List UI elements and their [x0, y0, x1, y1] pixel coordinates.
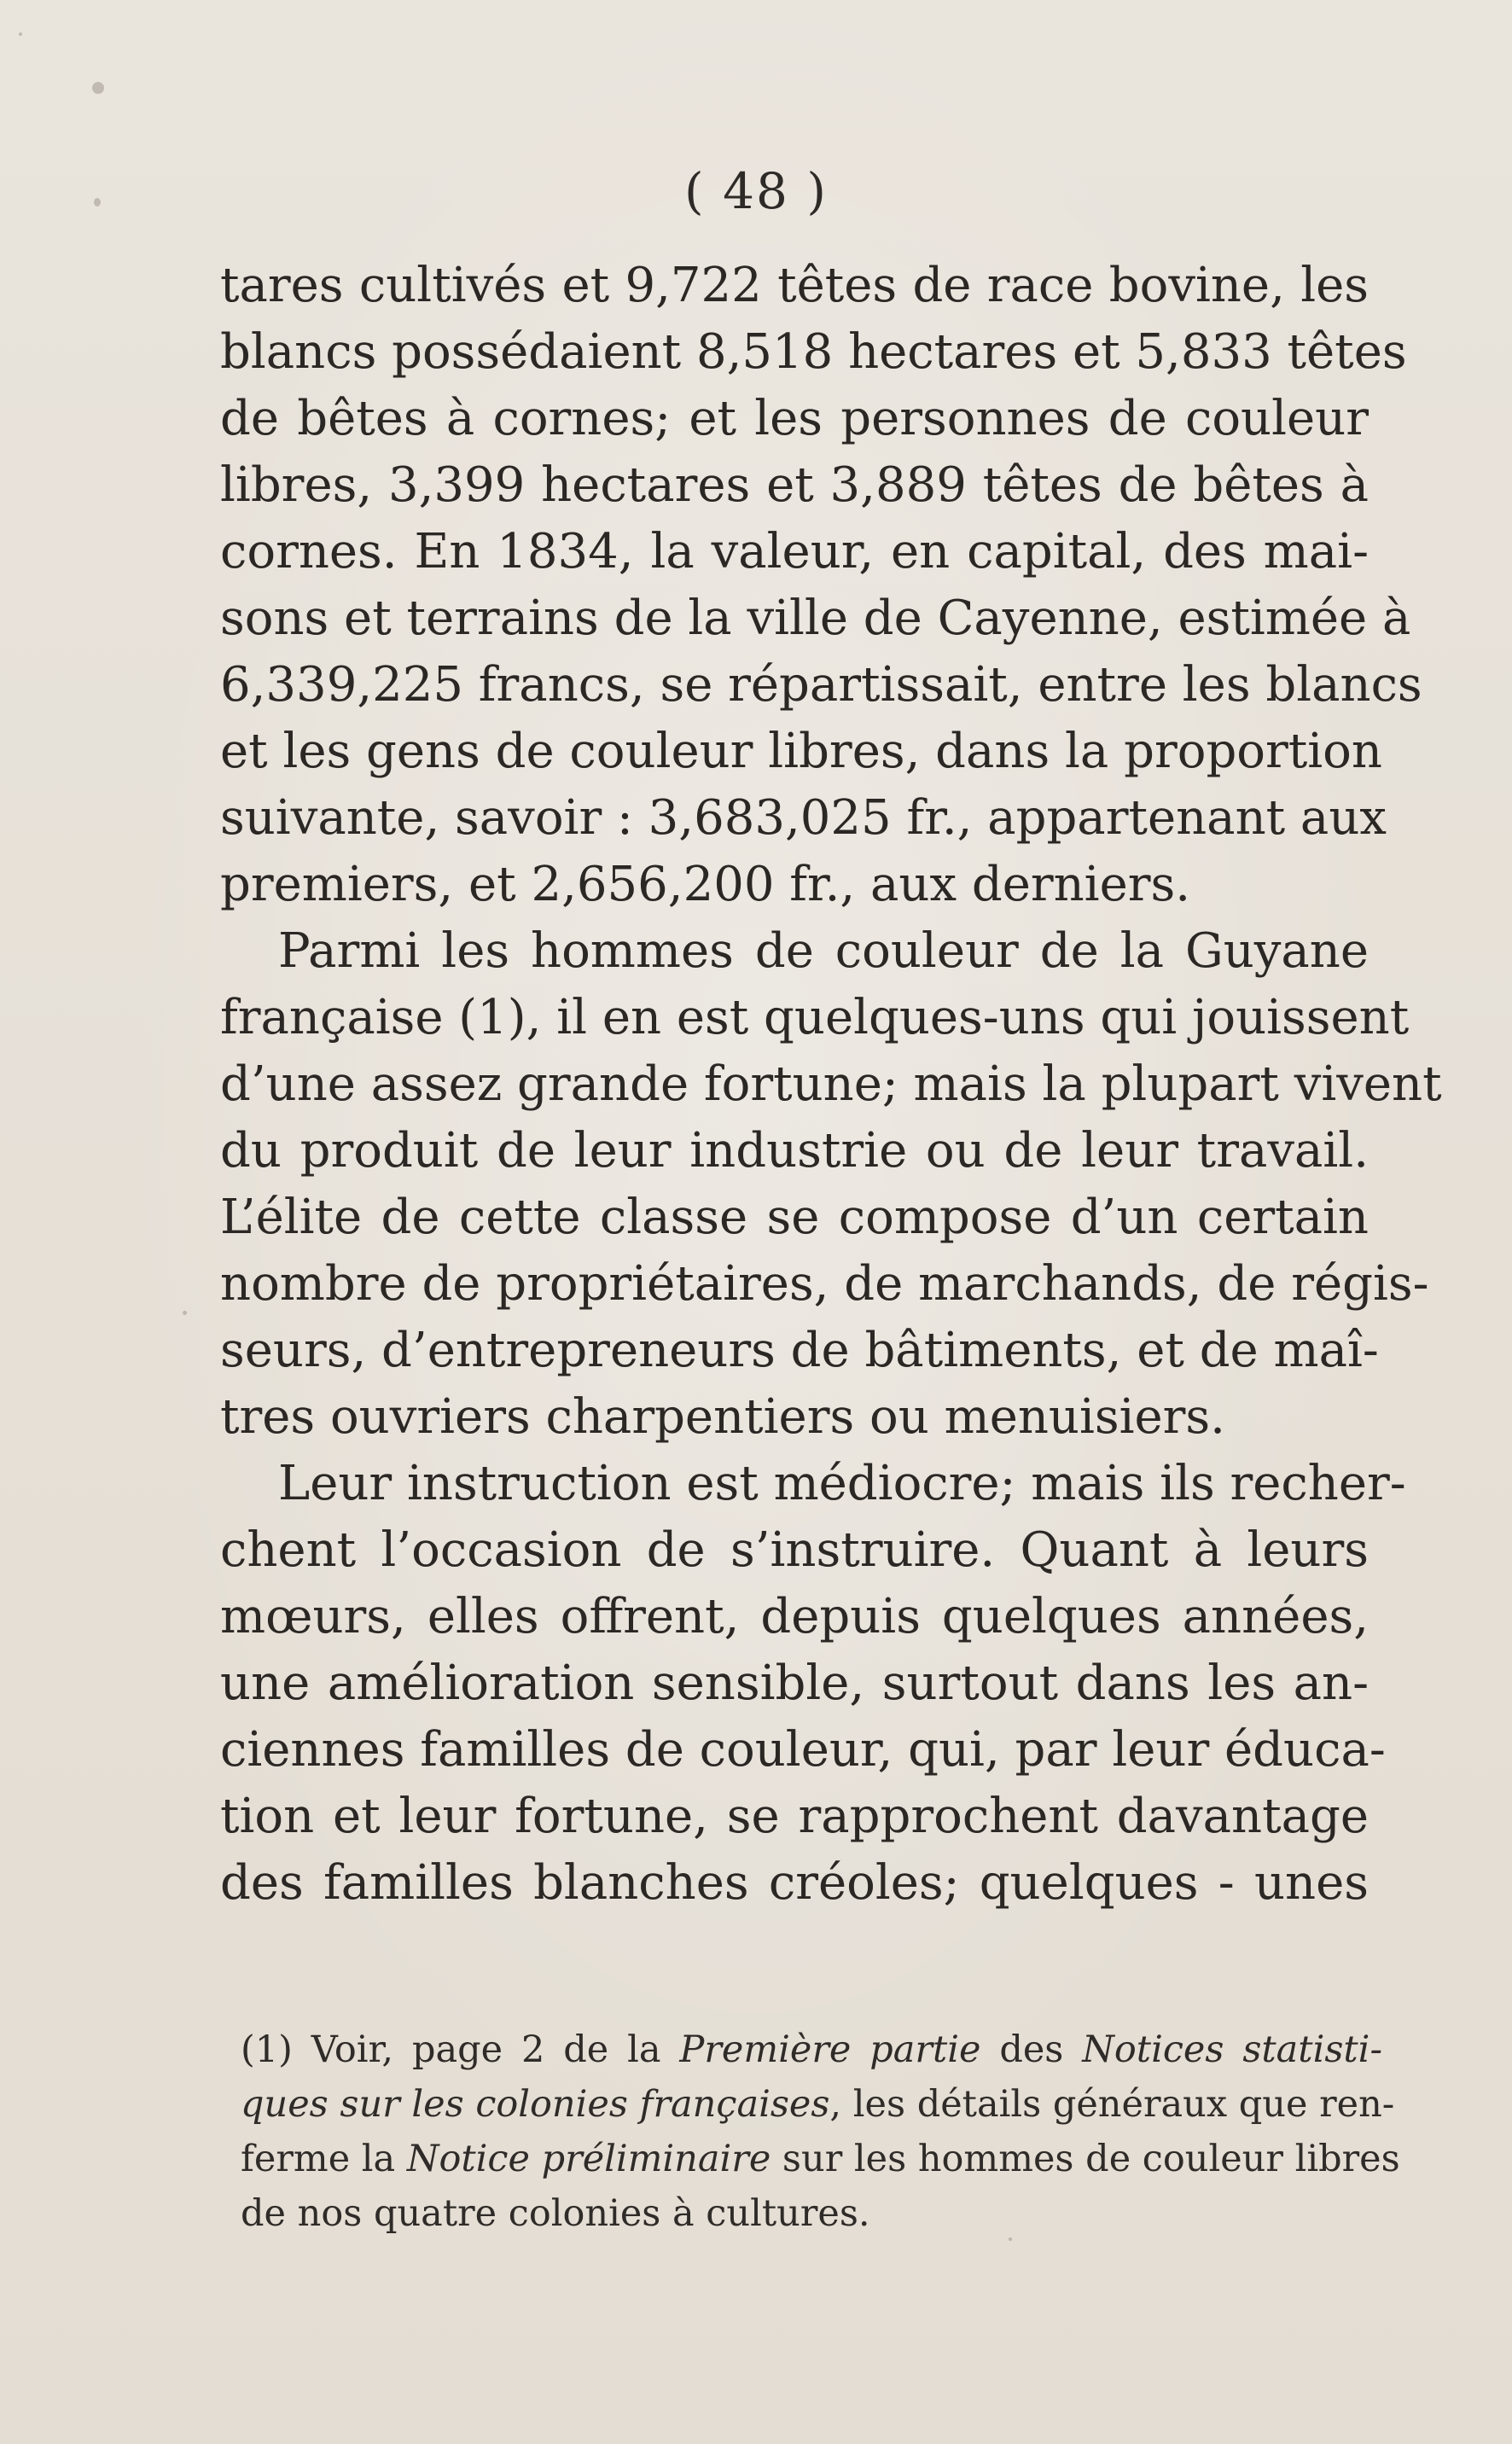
text-line: nombre de propriétaires, de marchands, de régis-	[220, 1256, 1429, 1312]
footnote-italic: Première partie	[679, 2028, 981, 2071]
text-line: française (1), il en est quelques-uns qui jouissent	[220, 990, 1410, 1045]
paper-speck	[183, 1311, 187, 1315]
paragraph-3	[220, 1451, 1406, 1917]
text-line: une amélioration sensible, surtout dans les an-	[220, 1656, 1369, 1711]
footnote-text: sur les hommes de couleur libres	[771, 2138, 1400, 2180]
text-line: tares cultivés et 9,722 têtes de race bovine, les	[220, 258, 1369, 313]
footnote-text: des	[980, 2028, 1083, 2071]
footnote-italic: Notices statisti-	[1082, 2028, 1382, 2071]
footnote-line: de nos quatre colonies à cultures.	[241, 2192, 870, 2235]
footnote-line	[241, 2132, 1400, 2186]
paper-speck	[92, 82, 104, 94]
footnote-line	[241, 2022, 1382, 2077]
text-line: des familles blanches créoles; quelques - unes	[220, 1855, 1369, 1911]
text-line: d’une assez grande fortune; mais la plupart vivent	[220, 1056, 1442, 1112]
text-line: Leur instruction est médiocre; mais ils recher-	[278, 1456, 1406, 1511]
text-line: 6,339,225 francs, se répartissait, entre les blancs	[220, 657, 1422, 713]
footnote-text: ferme la	[241, 2138, 407, 2180]
footnote-text: , les détails généraux que ren-	[829, 2083, 1395, 2126]
paragraph-1	[220, 253, 1422, 918]
text-line: ciennes familles de couleur, qui, par leur éduca-	[220, 1722, 1386, 1778]
text-line: et les gens de couleur libres, dans la proportion	[220, 724, 1382, 779]
text-line: Parmi les hommes de couleur de la Guyane	[278, 923, 1369, 979]
footnote-italic: Notice préliminaire	[406, 2138, 771, 2180]
footnote-italic: ques sur les colonies françaises	[241, 2083, 830, 2126]
footnote-text: (1) Voir, page 2 de la	[241, 2028, 680, 2071]
text-line: tion et leur fortune, se rapprochent davantage	[220, 1789, 1369, 1844]
footnote-line	[241, 2077, 1395, 2132]
footnote	[241, 2022, 1400, 2241]
text-line: chent l’occasion de s’instruire. Quant à leurs	[220, 1522, 1369, 1578]
text-line: premiers, et 2,656,200 fr., aux derniers.	[220, 857, 1191, 912]
text-line: de bêtes à cornes; et les personnes de couleur	[220, 391, 1369, 446]
text-line: cornes. En 1834, la valeur, en capital, des mai-	[220, 524, 1369, 579]
text-line: libres, 3,399 hectares et 3,889 têtes de bêtes à	[220, 457, 1369, 513]
paper-speck	[19, 32, 22, 36]
text-line: mœurs, elles offrent, depuis quelques années,	[220, 1589, 1369, 1644]
text-line: L’élite de cette classe se compose d’un certain	[220, 1190, 1369, 1245]
text-line: suivante, savoir : 3,683,025 fr., appartenant aux	[220, 790, 1387, 846]
text-line: sons et terrains de la ville de Cayenne, estimée à	[220, 591, 1411, 646]
text-line: blancs possédaient 8,518 hectares et 5,833 têtes	[220, 324, 1407, 380]
text-line: du produit de leur industrie ou de leur travail.	[220, 1123, 1369, 1178]
page-number: ( 48 )	[684, 162, 828, 220]
text-line: tres ouvriers charpentiers ou menuisiers.	[220, 1389, 1225, 1445]
text-line: seurs, d’entrepreneurs de bâtiments, et de maî-	[220, 1323, 1379, 1378]
paragraph-2	[220, 918, 1442, 1451]
